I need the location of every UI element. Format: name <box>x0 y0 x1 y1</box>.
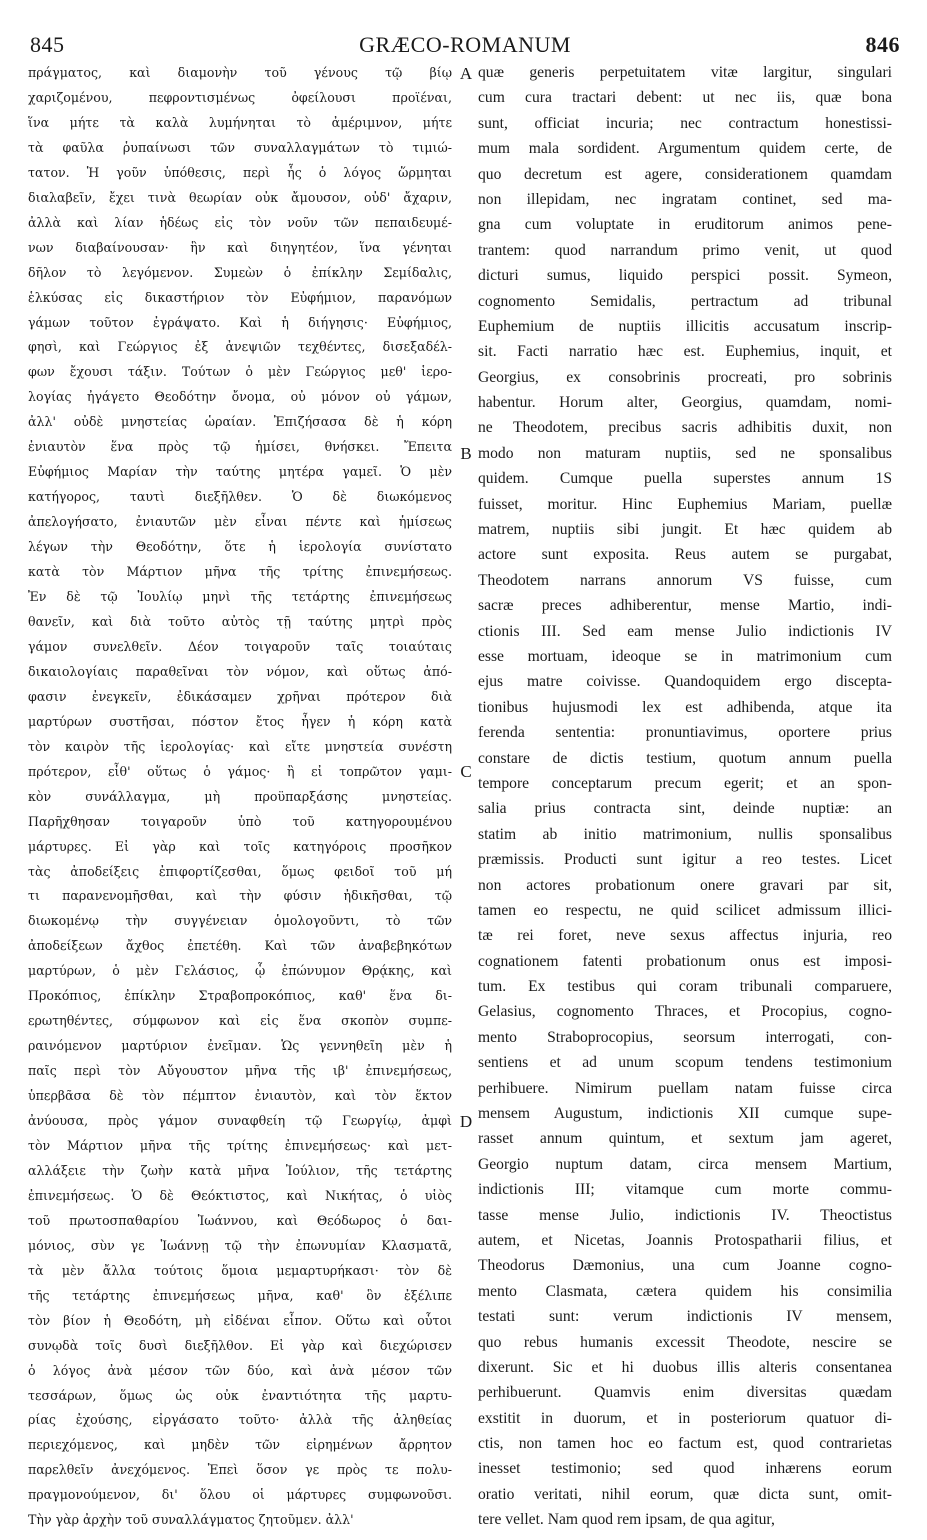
text-line: τὸν βίον ἡ Θεοδότη, μὴ εἰδέναι εἶπον. Οὕτω καὶ οὗτοι <box>28 1312 452 1328</box>
latin-column <box>478 62 892 1532</box>
text-line: salia prius contracta sint, deinde nuptiæ: an <box>478 800 892 818</box>
text-line: mento Straboprocopius, seorsum interrogati, con- <box>478 1028 892 1046</box>
text-line: tempore conceptarum precum egerit; et an spon- <box>478 774 892 792</box>
text-line: matrem, nuptiis sibi jungit. Et hæc quidem ab <box>478 521 892 539</box>
text-line: χαριζομένου, πεφροντισμένως ὀφείλουσι προϊέναι, <box>28 89 452 105</box>
text-line: non illepidam, nec ingratam continet, sed ma- <box>478 190 892 208</box>
text-line: ἀλλὰ καὶ λίαν ἡδέως εἰς τὸν νοῦν τῶν πεπαιδευμέ- <box>28 214 452 230</box>
text-line: Georgio nuptum datam, circa mensem Martium, <box>478 1155 892 1173</box>
text-line: ὑπερβᾶσα δὲ τὸν πέμπτον ἐνιαυτὸν, καὶ τὸν ἕκτον <box>28 1088 452 1104</box>
text-line: πρότερον, εἶθ' οὕτως ὁ γάμος· ἢ εἰ τοπρῶτον γαμι- <box>28 763 452 779</box>
text-line: cognomento Semidalis, pertractum ad tribunal <box>478 292 892 310</box>
text-line: δῆλον τὸ λεγόμενον. Συμεὼν ὁ ἐπίκλην Σεμίδαλις, <box>28 264 452 280</box>
text-line: ρίας ἐχούσης, εἰργάσατο τοῦτο· ἀλλὰ τῆς ἀληθείας <box>28 1412 452 1428</box>
text-line: μαρτύρων, ὁ μὲν Γελάσιος, ᾧ ἐπώνυμον Θρᾴκης, καὶ <box>28 963 452 979</box>
text-line: ejus matre coivisse. Quandoquidem ergo discepta- <box>478 673 892 691</box>
text-line: ἀπελογήσατο, ἐνιαυτῶν μὲν εἶναι πέντε καὶ ἡμίσεως <box>28 514 452 530</box>
text-line: testati sunt: verum indictionis IV mensem, <box>478 1308 892 1326</box>
text-line: τὸν Μάρτιον μῆνα τῆς τρίτης ἐπινεμήσεως· καὶ μετ- <box>28 1137 452 1153</box>
text-line: ctis, non tamen hoc eo factum est, quod contrarietas <box>478 1435 892 1453</box>
text-line: mum mala sordident. Argumentum quidem certe, de <box>478 140 892 158</box>
text-line: trantem: quod narrandum primo venit, ut quod <box>478 241 892 259</box>
text-line: quidem. Cumque puella superstes annum 1S <box>478 470 892 488</box>
text-line: cognationem fatenti probationum onus est imposi- <box>478 952 892 970</box>
text-line: Theodorus Dæmonius, una cum Joanne cogno- <box>478 1257 892 1275</box>
text-line: γάμον συνελθεῖν. Δέον τοιγαροῦν ταῖς τοιαύταις <box>28 638 452 654</box>
text-line: constare de dictis testium, quotum annum puella <box>478 749 892 767</box>
text-line: rasset annum quintum, et sextum jam ageret, <box>478 1130 892 1148</box>
text-line: μόνιος, σὺν γε Ἰωάννῃ τῷ τὴν ἐπωνυμίαν Κλασματᾶ, <box>28 1237 452 1253</box>
text-line: αλλάξειε τὴν ζωὴν κατὰ μῆνα Ἰούλιον, τῆς τετάρτης <box>28 1162 452 1178</box>
text-line: sentiens et ad unum scopum tendens testimonium <box>478 1054 892 1072</box>
text-line: τι παρανενομῆσθαι, καὶ τὴν φύσιν ἠδικῆσθαι, τῷ <box>28 888 452 904</box>
text-line: tere vellet. Nam quod rem ipsam, de qua agitur, <box>478 1511 775 1529</box>
text-line: τὸν καιρὸν τῆς ἱερολογίας· καὶ εἴτε μνηστεία συνέστη <box>28 738 452 754</box>
text-line: κατήγορος, ταυτὶ διεξῆλθεν. Ὁ δὲ διωκόμενος <box>28 489 452 505</box>
page-number-right: 846 <box>865 32 900 57</box>
text-line: cum cura tractari debent: ut nec iis, quæ bona <box>478 89 892 107</box>
text-line: διαλαβεῖν, ἔχει τινὰ θεωρίαν οὐκ ἄμουσον, οὐδ' ἄχαριν, <box>28 189 452 205</box>
text-line: ferenda sententia: pronuntiavimus, oportere prius <box>478 724 892 742</box>
text-line: δικαιολογίαις παραθεῖναι τὸν νόμον, καὶ οὕτως ἀπό- <box>28 663 452 679</box>
text-line: μαρτύρων συστῆσαι, πόστον ἔτος ἦγεν ἡ κόρη κατὰ <box>28 713 452 729</box>
text-line: præmissis. Producti sunt igitur a reo testes. Licet <box>478 851 892 869</box>
text-line: sunt, officiat incuria; nec contractum honestissi- <box>478 114 892 132</box>
text-line: perhibuere. Nimirum puellam natam fuisse circa <box>478 1079 892 1097</box>
text-line: πράγματος, καὶ διαμονὴν τοῦ γένους τῷ βίῳ <box>28 65 452 80</box>
text-line: Ἐν δὲ τῷ Ἰουλίῳ μηνὶ τῆς τετάρτης ἐπινεμήσεως <box>28 589 452 605</box>
text-line: ἐπινεμήσεως. Ὁ δὲ Θεόκτιστος, καὶ Νικήτας, ὁ υἱὸς <box>28 1187 452 1203</box>
text-line: ὁ λόγος ἀνὰ μέσον τῶν δύο, καὶ ἀνὰ μέσον τῶν <box>28 1362 452 1378</box>
text-line: quæ generis perpetuitatem vitæ largitur, singulari <box>478 64 892 81</box>
text-line: dixerunt. Sic et hi duobus illis alteris consentanea <box>478 1358 892 1376</box>
text-line: κατὰ τὸν Μάρτιον μῆνα τῆς τρίτης ἐπινεμήσεως. <box>28 564 452 580</box>
text-line: λογίας ἠγάγετο Θεοδότην ὄνομα, οὐ μόνον οὐ γάμων, <box>28 389 452 405</box>
text-line: ἀνύουσα, πρὸς γάμον συναφθείη τῷ Γεωργίῳ, ἀμφὶ <box>28 1113 452 1129</box>
text-line: τοῦ πρωτοσπαθαρίου Ἰωάννου, καὶ Θεόδωρος ὁ δαι- <box>28 1212 452 1228</box>
running-header <box>30 32 900 62</box>
text-line: ἀποδείξεων ἄχθος ἐπετέθη. Καὶ τῶν ἀναβεβηκότων <box>28 938 452 954</box>
text-line: Gelasius, cognomento Thraces, et Procopius, cogno- <box>478 1003 892 1021</box>
page-number-left: 845 <box>30 32 65 57</box>
text-line: ctionis III. Sed eam mense Julio indictionis IV <box>478 622 892 640</box>
text-line: fuisset, moritur. Hinc Euphemius Mariam, puellæ <box>478 495 892 513</box>
text-line: νων διαβαίνουσαν· ἣν καὶ διηγητέον, ἵνα γένηται <box>28 239 452 255</box>
text-line: ne Theodotem, precibus sacris adhibitis duxit, non <box>478 419 892 437</box>
running-title: GRÆCO-ROMANUM <box>359 32 571 57</box>
text-line: φων ἔχουσι τάξιν. Τούτων ὁ μὲν Γεώργιος μεθ' ἱερο- <box>28 364 452 380</box>
text-line: τὰ μὲν ἄλλα τούτοις ὅμοια μεμαρτυρήκασι· τὸν δὲ <box>28 1262 452 1278</box>
text-line: statim ab initio matrimonium, nullis sponsalibus <box>478 825 892 843</box>
text-line: quo decretum est agere, considerationem quamdam <box>478 165 892 183</box>
section-marker-d: D <box>459 1112 473 1131</box>
text-line: συνῳδὰ τοῖς δυσὶ διεξῆλθον. Εἰ γὰρ καὶ διεχώρισεν <box>28 1337 452 1353</box>
text-line: παῖς περὶ τὸν Αὔγουστον μῆνα τῆς ιβ' ἐπινεμήσεως, <box>28 1063 452 1079</box>
text-line: tamen eo respectu, ne quid scilicet admissum illici- <box>478 901 892 919</box>
text-line: sit. Facti narratio hæc est. Euphemius, inquit, et <box>478 343 892 361</box>
text-line: Euphemium de nuptiis illicitis accusatum inscrip- <box>478 317 892 335</box>
text-line: ἵνα μήτε τὰ καλὰ λυμήνηται τὸ ἀμέριμνον, μήτε <box>28 114 452 130</box>
text-line: ἐνιαυτὸν ἕνα πρὸς τῷ ἡμίσει, θνήσκει. Ἔπειτα <box>28 439 452 455</box>
text-line: περιεχόμενος, καὶ μηδὲν τῶν εἰρημένων ἄρρητον <box>28 1437 452 1453</box>
text-line: mento Clasmata, cætera quidem his consimilia <box>478 1282 892 1300</box>
text-line: exstitit in duorum, et in posteriorum quatuor di- <box>478 1409 892 1427</box>
text-line: Εὐφήμιος Μαρίαν τὴν ταύτης μητέρα γαμεῖ. Ὁ μὲν <box>28 464 452 480</box>
text-line: sacræ preces adhiberentur, mense Martio, indi- <box>478 597 892 615</box>
text-line: actore sunt exposita. Reus autem se purgabat, <box>478 546 892 564</box>
text-line: παρελθεῖν ἀνεχόμενος. Ἐπεὶ ὅσον γε πρὸς τε πολυ- <box>28 1462 452 1478</box>
text-line: tionibus hujusmodi lex est adhibenda, atque ita <box>478 698 892 716</box>
text-line: θανεῖν, καὶ διὰ τοῦτο αὐτὸς τῇ ταύτης μητρὶ πρὸς <box>28 613 452 629</box>
text-line: Theodotem narrans annorum VS fuisse, cum <box>478 571 892 589</box>
text-line: perhibuerunt. Quamvis enim diversitas quædam <box>478 1384 892 1402</box>
text-line: Προκόπιος, ἐπίκλην Στραβοπροκόπιος, καθ' ἕνα δι- <box>28 988 452 1004</box>
section-marker-c: C <box>460 762 472 781</box>
text-line: inesset testimonio; sed quod inhærens eorum <box>478 1460 892 1478</box>
text-line: φησὶ, καὶ Γεώργιος ἐξ ἀνεψιῶν τεχθέντες, δισεξαδέλ- <box>28 339 452 355</box>
text-line: non actores probationum onere gravari par sit, <box>478 876 892 894</box>
text-line: τὰς ἀποδείξεις ἐπιφορτίζεσθαι, ὅμως φειδοῖ τοῦ μή <box>28 863 452 879</box>
text-line: tasse mense Julio, indictionis IV. Theoctistus <box>478 1206 892 1224</box>
text-line: mensem Augustum, indictionis XII cumque supe- <box>478 1105 892 1123</box>
text-line: τατον. Ἡ γοῦν ὑπόθεσις, περὶ ἧς ὁ λόγος ὥρμηται <box>28 164 452 180</box>
text-line: dicturi sumus, liquido perspici possit. Symeon, <box>478 267 892 285</box>
text-line: μάρτυρες. Εἰ γὰρ καὶ τοῖς κατηγόροις προσῆκον <box>28 838 452 854</box>
text-line: κὸν συνάλλαγμα, μὴ προϋπαρξάσης μνηστείας. <box>28 788 452 804</box>
text-line: τῆς τετάρτης ἐπινεμήσεως μῆνα, καθ' ὃν ἐξέλιπε <box>28 1287 452 1303</box>
text-line: habentur. Horum alter, Georgius, quamdam, nomi- <box>478 394 892 412</box>
text-line: quo rebus humanis excessit Theodote, nescire se <box>478 1333 892 1351</box>
text-line: ερωτηθέντες, σύμφωνον καὶ εἰς ἕνα σκοπὸν συμπε- <box>28 1013 452 1029</box>
text-line: πραγμονούμενον, δι' ὅλου οἱ μάρτυρες συμφωνοῦσι. <box>28 1487 452 1503</box>
text-line: Παρῆχθησαν τοιγαροῦν ὑπὸ τοῦ κατηγορουμένου <box>28 813 452 829</box>
text-line: ραινόμενον μαρτύριον ἐνεῖμαν. Ὡς γεννηθεῖη μὲν ἡ <box>28 1038 452 1054</box>
text-line: ἑλκύσας εἰς δικαστήριον τὸν Εὐφήμιον, παρανόμων <box>28 289 452 305</box>
text-line: tum. Ex testibus qui coram tribunali comparuere, <box>478 978 892 996</box>
text-line: γάμων τοῦτον ἐγράψατο. Καὶ ἡ διήγησις· Εὐφήμιος, <box>28 314 452 330</box>
text-line: λέγων τὴν Θεοδότην, ὅτε ἡ ἱερολογία συνίστατο <box>28 539 452 555</box>
text-line: τὰ φαῦλα ῥυπαίνωσι τῶν συναλλαγμάτων τὸ τιμιώ- <box>28 139 452 155</box>
text-line: φασιν ἐνεγκεῖν, ἐδικάσαμεν χρῆναι πρότερον διὰ <box>28 688 452 704</box>
text-line: esse mortuam, ideoque se in matrimonium cum <box>478 647 892 665</box>
section-marker-a: A <box>459 64 473 83</box>
text-line: τεσσάρων, ὅμως ὡς οὐκ ἐναντιότητα τῆς μαρτυ- <box>28 1387 452 1403</box>
text-line: gna cum voluptate in eruditorum animos pene- <box>478 216 892 234</box>
section-marker-b: B <box>460 444 472 463</box>
text-line: indictionis III; vitamque cum morte commu- <box>478 1181 892 1199</box>
text-line: Georgius, ex consobrinis procreati, pro sobrinis <box>478 368 892 386</box>
text-line: ἀλλ' οὐδὲ μνηστείας ὡραίαν. Ἐπιζήσασα δὲ ἡ κόρη <box>28 414 452 430</box>
greek-column <box>28 62 452 1532</box>
text-line: Τὴν γὰρ ἀρχὴν τοῦ συναλλάγματος ζητοῦμεν. ἀλλ' <box>28 1512 354 1528</box>
text-line: autem, et Nicetas, Joannis Protospatharii filius, et <box>478 1231 892 1249</box>
text-line: oratio veritati, nihil eorum, quæ dicta sunt, omit- <box>478 1485 892 1503</box>
text-line: modo non maturam nuptiis, sed ne sponsalibus <box>478 444 892 462</box>
text-line: διωκομένῳ τὴν συγγένειαν ὁμολογοῦντι, τὸ τῶν <box>28 913 452 929</box>
text-line: tæ rei foret, neve sexus affectus injuria, reo <box>478 927 892 945</box>
